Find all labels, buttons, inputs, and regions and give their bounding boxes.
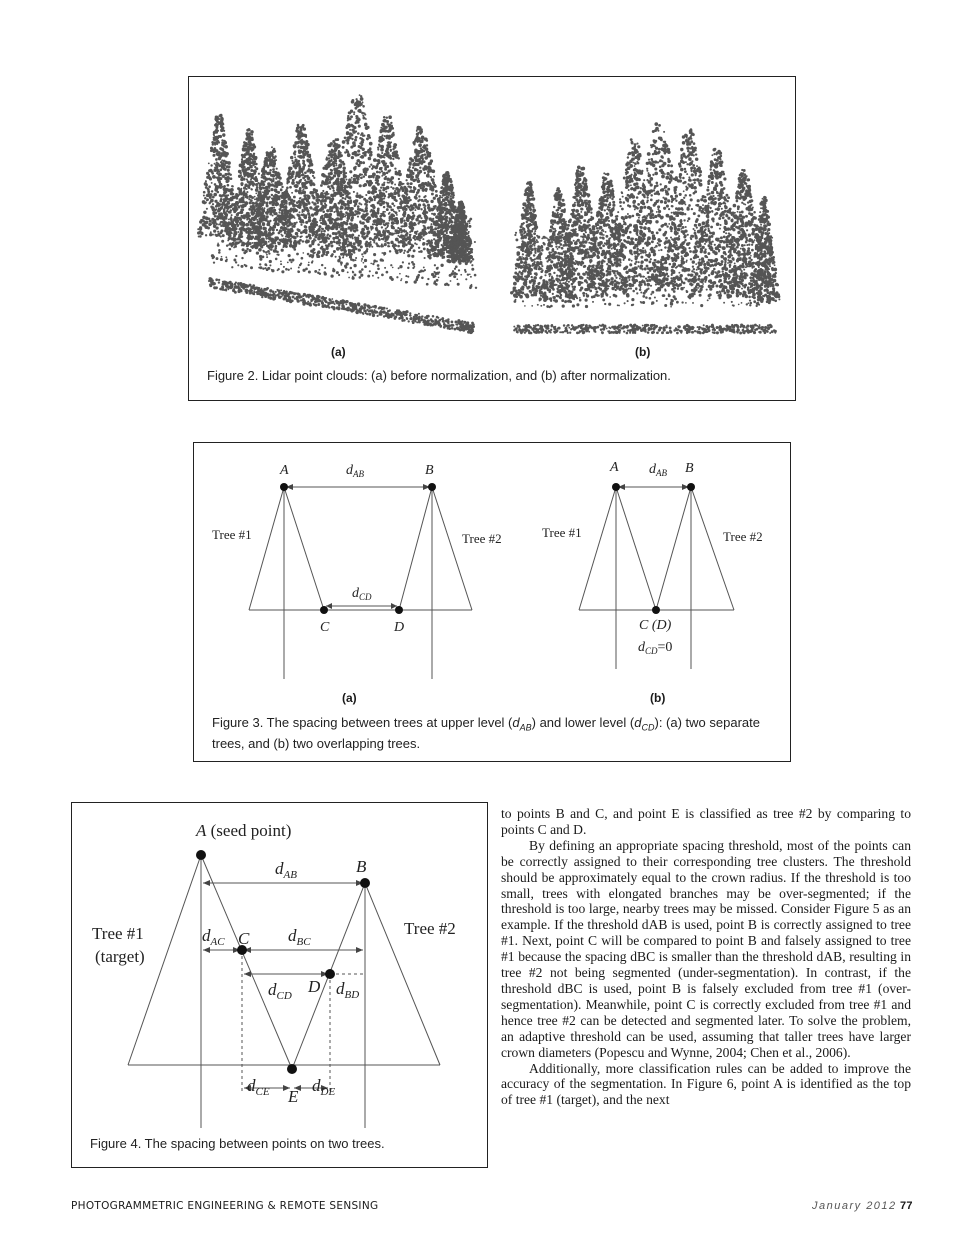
- label-tree-1: Tree #1: [212, 527, 252, 542]
- footer-page-number: 77: [900, 1200, 913, 1212]
- label-dAC: AC: [210, 936, 225, 948]
- label-tree-1: Tree #1: [92, 924, 144, 943]
- point-E: [287, 1064, 297, 1074]
- label-A: A: [610, 460, 619, 475]
- label-dAB: d: [346, 463, 353, 478]
- label-dDE: DE: [320, 1086, 336, 1098]
- label-dAB: d: [649, 462, 656, 477]
- figure-3: [193, 442, 791, 762]
- label-tree-1: Tree #1: [542, 525, 582, 540]
- point-D: [325, 969, 335, 979]
- point-A: [196, 850, 206, 860]
- body-text: [501, 806, 911, 1108]
- figure-4-diagram: [72, 803, 486, 1143]
- label-tree-2: Tree #2: [462, 531, 502, 546]
- figure-3a-diagram: [249, 487, 472, 679]
- label-dCE: CE: [255, 1086, 270, 1098]
- footer-journal: PHOTOGRAMMETRIC ENGINEERING & REMOTE SENSING: [71, 1200, 379, 1212]
- label-seed-point: (seed point): [206, 821, 292, 840]
- label-E: E: [288, 1087, 299, 1106]
- point-cloud-before-normalization: [197, 94, 477, 334]
- label-tree-1-target: (target): [95, 947, 145, 966]
- label-dBC: BC: [296, 936, 311, 948]
- figure-3-caption: Figure 3. The spacing between trees at upper level $(d_{AB})$ and lower level $(d_{CD})$: (a) two separate trees, and (b) two overlapping trees.: [212, 715, 760, 751]
- label-A: A: [196, 821, 207, 840]
- point-B: [687, 483, 695, 491]
- paragraph-2: By defining an appropriate spacing threshold, most of the points can be correctly assigned to their corresponding tree clusters. The threshold should be approximately equal to the crown radius. If the threshold is too small, trees with elongated branches may be over-segmented; if the threshold is too large, nearby trees may be missed. Consider Figure 5 as an example. If the threshold dAB is used, point B is correctly assigned to tree #1. Next, point C will be compared to point B and falsely assigned to tree #1 because the spacing dBC is smaller than the threshold dAB, resulting in tree #2 not being segmented (under-segmentation). In contrast, if the threshold dBC is used, point B is falsely excluded from tree #1 (over-segmentation). Meanwhile, point C is correctly excluded from tree #1 and hence tree #2 can be detected and segmented later. To solve the problem, an adaptive threshold can be used, assuming that taller trees have larger crown diameters (Popescu and Wynne, 2004; Chen et al., 2006).: [501, 837, 911, 1060]
- label-tree-2: Tree #2: [404, 919, 456, 938]
- label-D: D: [308, 977, 321, 996]
- label-dCD-sub: CD: [359, 592, 372, 602]
- label-dCD: d: [352, 586, 359, 601]
- label-dCD-value: =0: [657, 640, 673, 655]
- label-A: A: [280, 463, 289, 478]
- point-C: [320, 606, 328, 614]
- figure-2: [188, 76, 796, 401]
- point-A: [280, 483, 288, 491]
- footer-date: January 2012: [812, 1200, 897, 1212]
- label-B: B: [425, 463, 434, 478]
- figure-3-label-a: (a): [342, 691, 357, 705]
- point-D: [395, 606, 403, 614]
- label-dCD: d: [638, 640, 645, 655]
- paragraph-1: to points B and C, and point E is classified as tree #2 by comparing to points C and D.: [501, 806, 911, 837]
- figure-2-point-clouds: [189, 77, 794, 347]
- label-dCD-sub: CD: [645, 646, 658, 656]
- point-B: [428, 483, 436, 491]
- label-dAB-sub: AB: [656, 468, 667, 478]
- label-B: B: [356, 857, 367, 876]
- figure-4-caption: Figure 4. The spacing between points on two trees.: [90, 1136, 385, 1151]
- paragraph-3: Additionally, more classification rules can be added to improve the accuracy of the segmentation. In Figure 6, point A is identified as the top of tree #1 (target), and the next: [501, 1060, 911, 1108]
- figure-3-diagram: [194, 443, 789, 688]
- figure-2-caption: Figure 2. Lidar point clouds: (a) before normalization, and (b) after normalization.: [207, 368, 671, 383]
- figure-4: [71, 802, 488, 1168]
- label-D: D: [394, 620, 405, 635]
- point-B: [360, 878, 370, 888]
- label-C-D: C (D): [639, 618, 672, 633]
- label-B: B: [685, 461, 694, 476]
- label-C: C: [320, 620, 330, 635]
- figure-2-label-b: (b): [635, 345, 651, 359]
- label-C: C: [238, 929, 250, 948]
- figure-2-label-a: (a): [331, 345, 346, 359]
- point-CD: [652, 606, 660, 614]
- point-cloud-after-normalization: [510, 122, 780, 334]
- label-dAB: AB: [283, 869, 297, 881]
- label-tree-2: Tree #2: [723, 529, 763, 544]
- label-dAB-sub: AB: [353, 469, 364, 479]
- figure-3-label-b: (b): [650, 691, 666, 705]
- label-dCD: CD: [276, 990, 292, 1002]
- label-dBD: BD: [344, 989, 360, 1001]
- point-A: [612, 483, 620, 491]
- figure-3b-diagram: [579, 487, 734, 669]
